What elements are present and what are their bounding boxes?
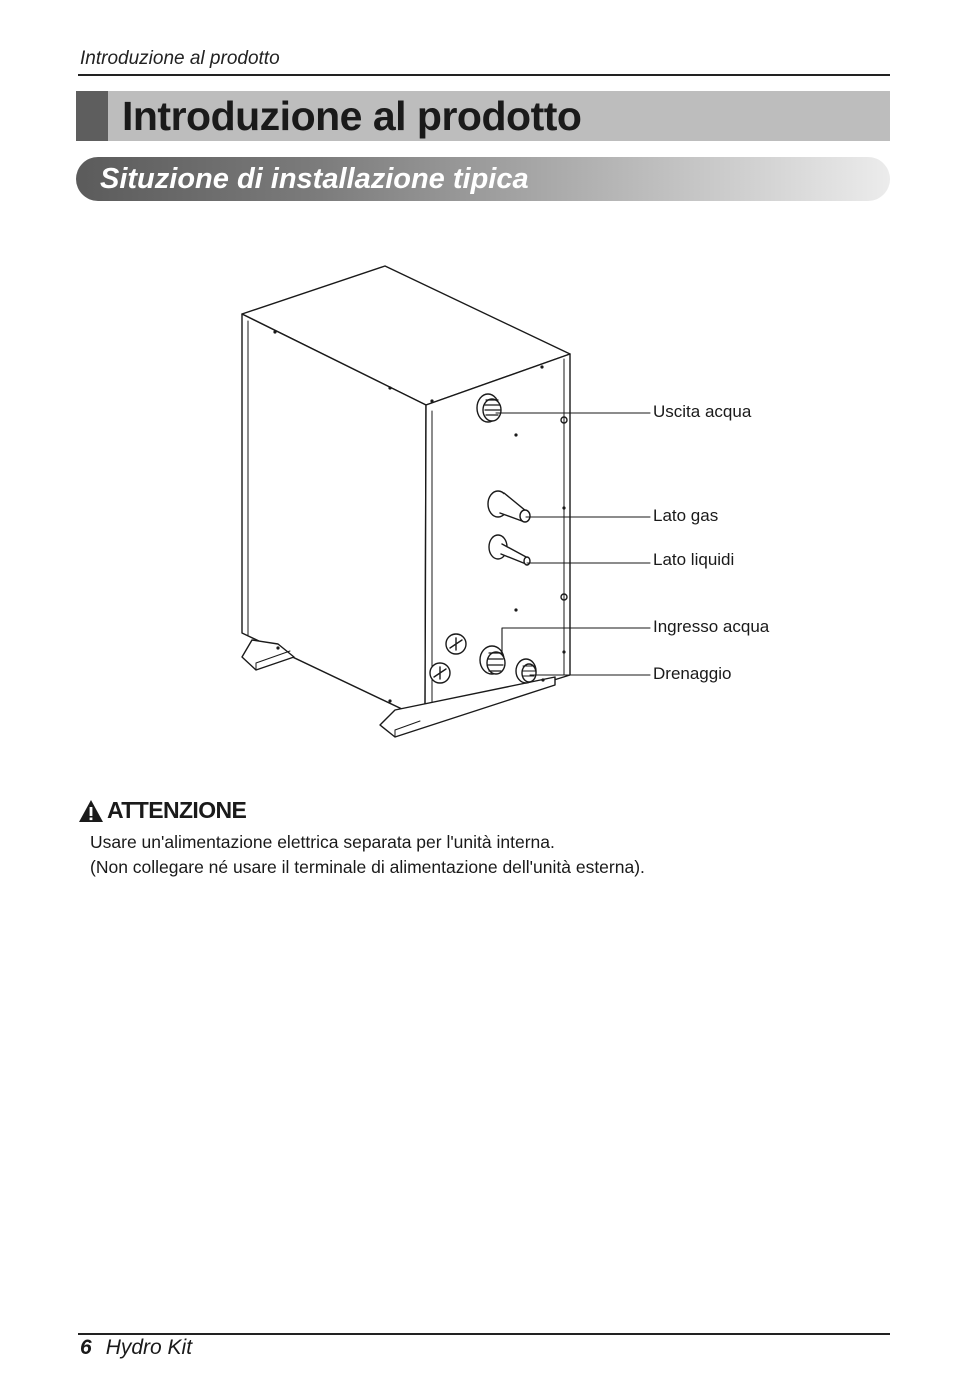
caution-block	[78, 797, 645, 880]
drain-fitting	[516, 659, 536, 683]
caution-heading	[78, 797, 645, 824]
section-subtitle: Situzione di installazione tipica	[100, 163, 529, 195]
callout-gas-side: Lato gas	[653, 506, 719, 525]
caution-line-1: Usare un'alimentazione elettrica separata per l'unità interna.	[90, 832, 555, 852]
callout-water-inlet: Ingresso acqua	[653, 617, 770, 636]
title-bar	[76, 91, 890, 141]
section-pill	[76, 157, 890, 201]
callout-drain: Drenaggio	[653, 664, 732, 683]
page-title: Introduzione al prodotto	[122, 93, 582, 139]
caution-line-2: (Non collegare né usare il terminale di alimentazione dell'unità esterna).	[90, 857, 645, 877]
hydro-kit-figure	[230, 255, 790, 755]
caution-text	[78, 830, 645, 880]
footer-rule	[78, 1333, 890, 1335]
warning-triangle-icon	[78, 799, 104, 823]
page-footer	[80, 1336, 192, 1360]
callout-water-outlet: Uscita acqua	[653, 402, 752, 421]
water-inlet-fitting	[480, 646, 505, 674]
title-bar-tab	[76, 91, 108, 141]
caution-label: ATTENZIONE	[107, 797, 247, 823]
page-number: 6	[80, 1336, 92, 1359]
running-header: Introduzione al prodotto	[80, 48, 280, 69]
footer-product: Hydro Kit	[105, 1336, 193, 1359]
header-rule	[78, 74, 890, 76]
callout-liquid-side: Lato liquidi	[653, 550, 735, 569]
